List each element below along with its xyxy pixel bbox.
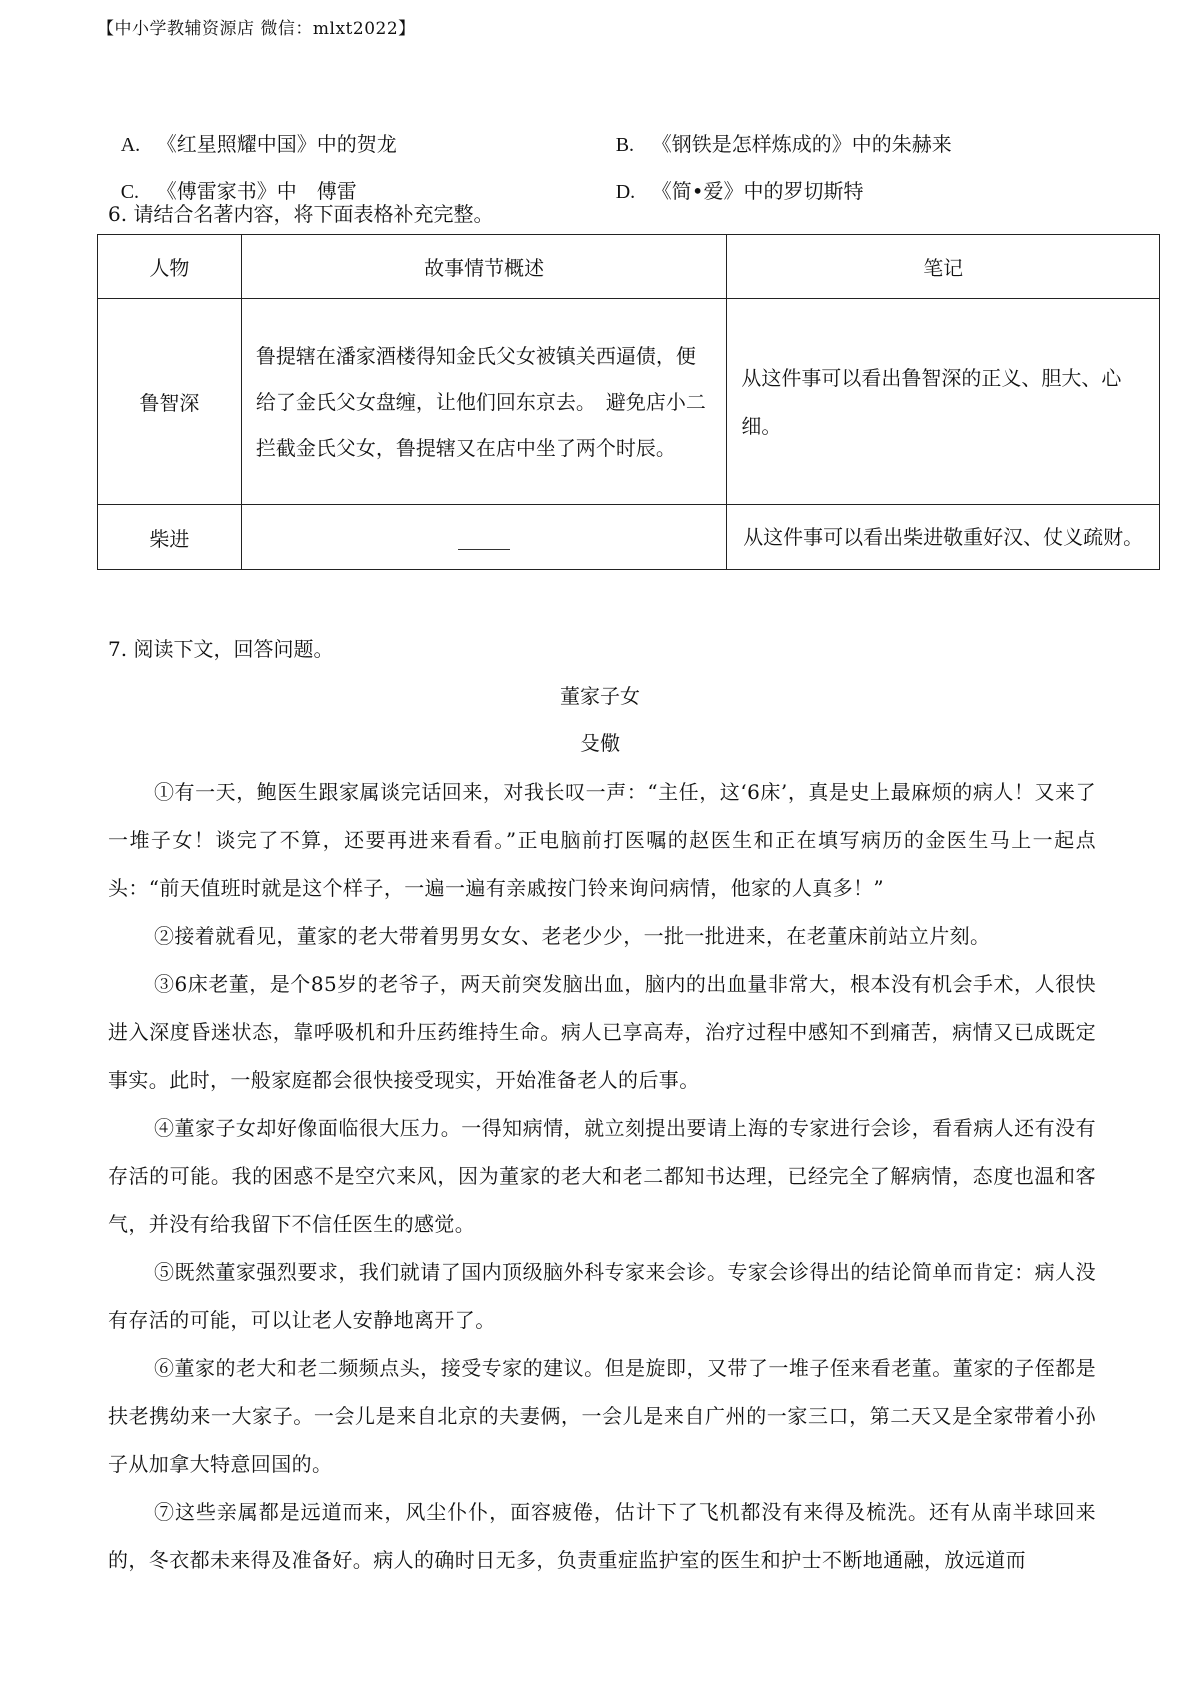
article-paragraph: ②接着就看见，董家的老大带着男男女女、老老少少，一批一批进来，在老董床前站立片刻。: [154, 924, 991, 948]
page-header-tag: 【中小学教辅资源店 微信：mlxt2022】: [97, 19, 416, 39]
cell-note: 从这件事可以看出鲁智深的正义、胆大、心细。: [727, 299, 1160, 505]
option-letter: B.: [615, 134, 635, 156]
cell-person: 柴进: [98, 505, 242, 570]
question-7: 7. 阅读下文，回答问题。: [108, 637, 334, 661]
article-paragraph: ⑤既然董家强烈要求，我们就请了国内顶级脑外科专家来会诊。专家会诊得出的结论简单而肯定：病人没有存活的可能，可以让老人安静地离开了。: [108, 1260, 1096, 1332]
option-letter: D.: [615, 181, 636, 203]
table-header-row: [98, 235, 1160, 299]
table-row: [98, 299, 1160, 505]
header-person: 人物: [98, 235, 242, 299]
option-text: 《钢铁是怎样炼成的》中的朱赫来: [651, 132, 952, 156]
cell-plot-blank[interactable]: [241, 505, 727, 570]
option-letter: C.: [120, 181, 140, 203]
option-letter: A.: [120, 134, 141, 156]
header-note: 笔记: [727, 235, 1160, 299]
article-paragraph: ⑥董家的老大和老二频频点头，接受专家的建议。但是旋即，又带了一堆子侄来看老董。董家的子侄都是扶老携幼来一大家子。一会儿是来自北京的夫妻俩，一会儿是来自广州的一家三口，第二天又是全家带着小孙子从加拿大特意回国的。: [108, 1356, 1096, 1476]
article-paragraph: ④董家子女却好像面临很大压力。一得知病情，就立刻提出要请上海的专家进行会诊，看看病人还有没有存活的可能。我的困惑不是空穴来风，因为董家的老大和老二都知书达理，已经完全了解病情，态度也温和客气，并没有给我留下不信任医生的感觉。: [108, 1116, 1096, 1236]
cell-person: 鲁智深: [98, 299, 242, 505]
article-title: 董家子女: [560, 684, 640, 708]
article-author: 殳儆: [580, 731, 620, 755]
fill-in-blank[interactable]: [458, 527, 510, 550]
question-6: 6. 请结合名著内容，将下面表格补充完整。: [108, 202, 494, 226]
article-paragraph: ⑦这些亲属都是远道而来，风尘仆仆，面容疲倦，估计下了飞机都没有来得及梳洗。还有从南半球回来的，冬衣都未来得及准备好。病人的确时日无多，负责重症监护室的医生和护士不断地通融，放远道而: [108, 1500, 1096, 1572]
option-a: [108, 104, 397, 157]
cell-note: 从这件事可以看出柴进敬重好汉、仗义疏财。: [727, 505, 1160, 570]
table-row: [98, 505, 1160, 570]
option-d: [603, 151, 864, 204]
article-paragraph: ③6床老董，是个85岁的老爷子，两天前突发脑出血，脑内的出血量非常大，根本没有机会手术，人很快进入深度昏迷状态，靠呼吸机和升压药维持生命。病人已享高寿，治疗过程中感知不到痛苦，病情又已成既定事实。此时，一般家庭都会很快接受现实，开始准备老人的后事。: [108, 972, 1096, 1092]
reading-notes-table: [97, 234, 1160, 570]
option-b: [603, 104, 952, 157]
cell-plot: 鲁提辖在潘家酒楼得知金氏父女被镇关西逼债，便给了金氏父女盘缠，让他们回东京去。 避免店小二拦截金氏父女，鲁提辖又在店中坐了两个时辰。: [241, 299, 727, 505]
option-text: 《傅雷家书》中 傅雷: [156, 179, 357, 203]
article-paragraph: ①有一天，鲍医生跟家属谈完话回来，对我长叹一声：“主任，这‘6床’，真是史上最麻烦的病人！又来了一堆子女！谈完了不算，还要再进来看看。”正电脑前打医嘱的赵医生和正在填写病历的金医生马上一起点头：“前天值班时就是这个样子，一遍一遍有亲戚按门铃来询问病情，他家的人真多！”: [108, 780, 1096, 900]
option-c: [108, 151, 357, 204]
option-text: 《简•爱》中的罗切斯特: [651, 179, 864, 203]
header-plot: 故事情节概述: [241, 235, 727, 299]
article-body: [108, 768, 1096, 1584]
option-text: 《红星照耀中国》中的贺龙: [156, 132, 397, 156]
